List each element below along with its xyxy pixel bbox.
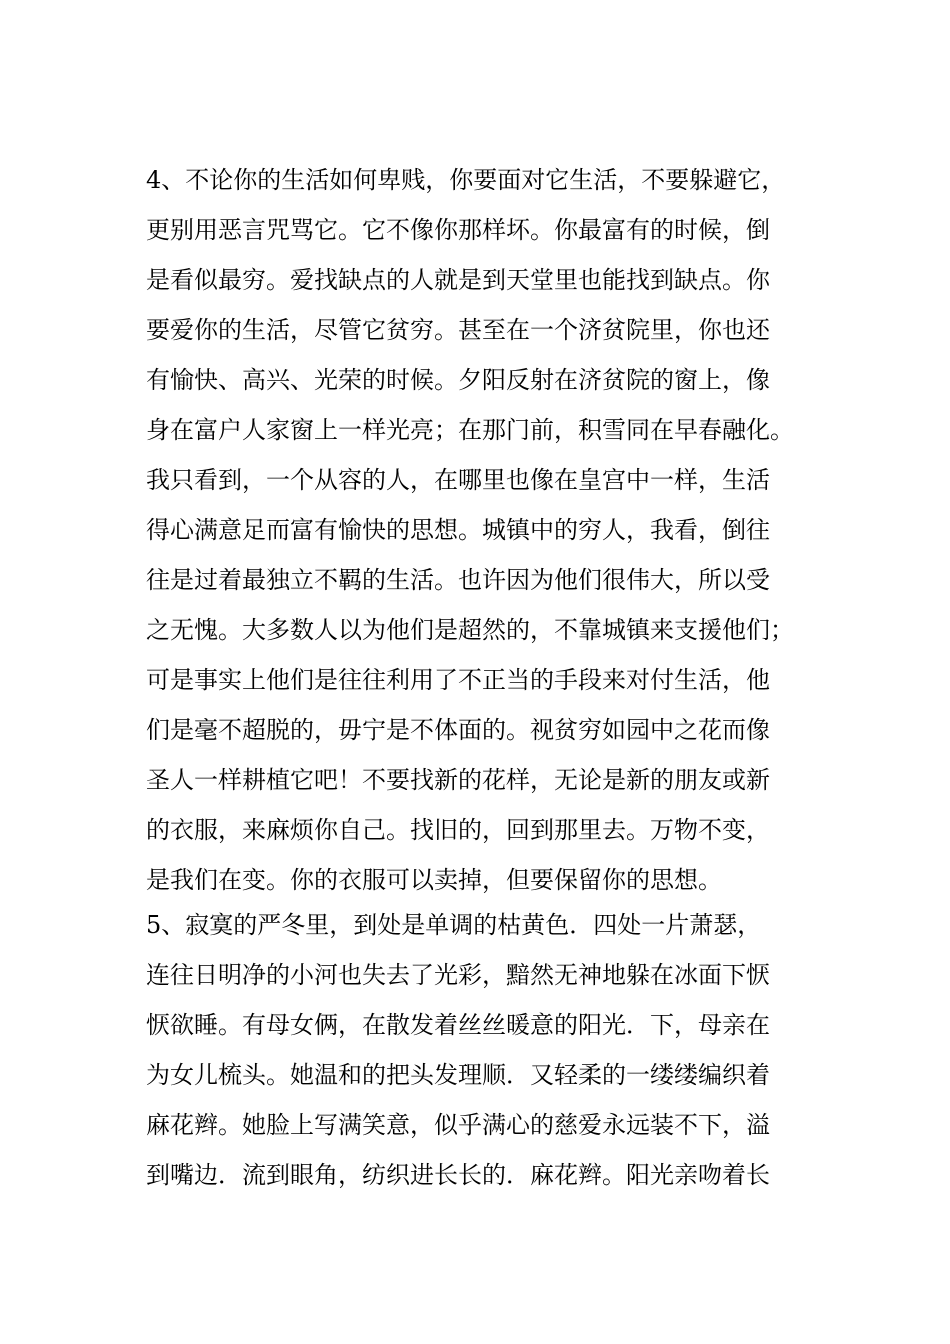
text-line: 更别用恶言咒骂它。它不像你那样坏。你最富有的时候，倒 <box>146 216 770 244</box>
paragraph-5 <box>146 900 816 1200</box>
text-line: 4、不论你的生活如何卑贱，你要面对它生活，不要躲避它， <box>146 166 786 194</box>
text-line: 有愉快、高兴、光荣的时候。夕阳反射在济贫院的窗上，像 <box>146 366 770 394</box>
text-line: 我只看到，一个从容的人，在哪里也像在皇宫中一样，生活 <box>146 466 770 494</box>
text-line: 要爱你的生活，尽管它贫穷。甚至在一个济贫院里，你也还 <box>146 316 770 344</box>
text-line: 到嘴边．流到眼角，纺织进长长的．麻花辫。阳光亲吻着长 <box>146 1161 770 1189</box>
text-line: 恹欲睡。有母女俩，在散发着丝丝暖意的阳光．下，母亲在 <box>146 1011 770 1039</box>
text-line: 5、寂寞的严冬里，到处是单调的枯黄色．四处一片萧瑟， <box>146 911 762 939</box>
text-line: 身在富户人家窗上一样光亮；在那门前，积雪同在早春融化。 <box>146 416 794 444</box>
text-line: 连往日明净的小河也失去了光彩，黯然无神地躲在冰面下恹 <box>146 961 770 989</box>
text-line: 之无愧。大多数人以为他们是超然的，不靠城镇来支援他们； <box>146 616 794 644</box>
text-line: 的衣服，来麻烦你自己。找旧的，回到那里去。万物不变， <box>146 816 770 844</box>
text-line: 往是过着最独立不羁的生活。也许因为他们很伟大，所以受 <box>146 566 770 594</box>
text-line: 为女儿梳头。她温和的把头发理顺．又轻柔的一缕缕编织着 <box>146 1061 770 1089</box>
paragraph-4 <box>146 155 816 905</box>
text-line: 麻花辫。她脸上写满笑意，似乎满心的慈爱永远装不下，溢 <box>146 1111 770 1139</box>
text-line: 是我们在变。你的衣服可以卖掉，但要保留你的思想。 <box>146 866 722 894</box>
text-line: 们是毫不超脱的，毋宁是不体面的。视贫穷如园中之花而像 <box>146 716 770 744</box>
text-line: 是看似最穷。爱找缺点的人就是到天堂里也能找到缺点。你 <box>146 266 770 294</box>
text-line: 可是事实上他们是往往利用了不正当的手段来对付生活，他 <box>146 666 770 694</box>
text-line: 圣人一样耕植它吧！不要找新的花样，无论是新的朋友或新 <box>146 766 770 794</box>
text-line: 得心满意足而富有愉快的思想。城镇中的穷人，我看，倒往 <box>146 516 770 544</box>
